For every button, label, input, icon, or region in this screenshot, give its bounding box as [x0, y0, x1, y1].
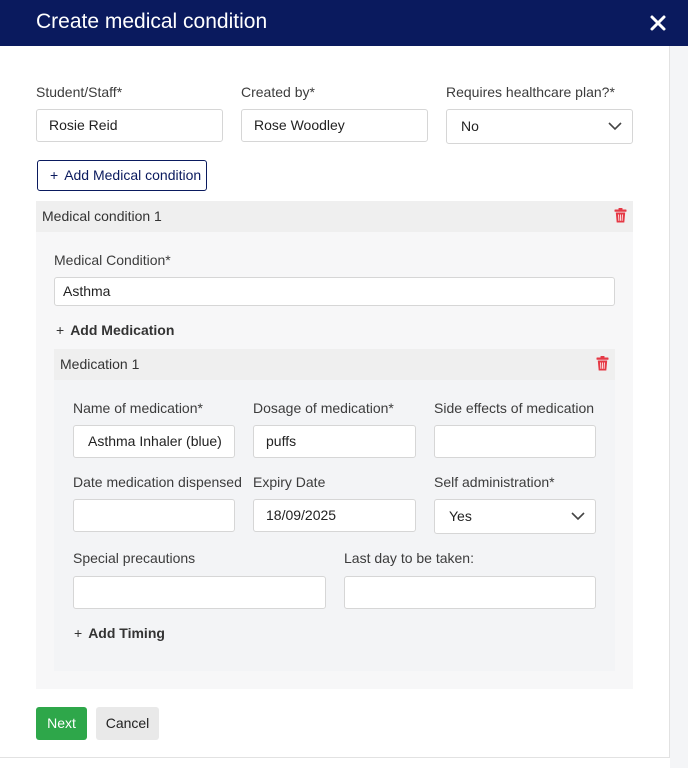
add-timing-label: Add Timing: [88, 625, 165, 641]
medication-name-label: Name of medication*: [73, 400, 203, 416]
cancel-button[interactable]: Cancel: [96, 707, 159, 740]
modal-header: [0, 0, 688, 46]
chevron-down-icon: [608, 121, 622, 131]
modal-title: Create medical condition: [36, 10, 268, 33]
self-administration-select[interactable]: [434, 499, 596, 534]
add-medical-condition-button[interactable]: [37, 160, 207, 191]
trash-icon: [614, 208, 627, 223]
next-button[interactable]: Next: [36, 707, 87, 740]
healthcare-plan-select[interactable]: [446, 109, 633, 144]
add-medication-button[interactable]: [56, 322, 174, 338]
medication-name-input[interactable]: Asthma Inhaler (blue): [73, 425, 235, 458]
medical-condition-label: Medical Condition*: [54, 252, 171, 268]
medical-condition-header: [36, 201, 633, 232]
plus-icon: +: [50, 167, 59, 183]
last-day-label: Last day to be taken:: [344, 550, 474, 566]
medical-condition-input[interactable]: Asthma: [54, 277, 615, 306]
close-icon: [647, 12, 669, 34]
plus-icon: +: [56, 322, 65, 338]
self-administration-label: Self administration*: [434, 474, 555, 490]
page-background-edge: [670, 46, 688, 768]
date-dispensed-label: Date medication dispensed: [73, 474, 242, 490]
delete-condition-button[interactable]: [614, 208, 627, 228]
created-by-input[interactable]: Rose Woodley: [241, 109, 428, 142]
expiry-date-input[interactable]: 18/09/2025: [253, 499, 416, 532]
healthcare-plan-value: No: [461, 118, 479, 134]
add-timing-button[interactable]: [74, 625, 165, 641]
medical-condition-title: Medical condition 1: [42, 208, 162, 224]
trash-icon: [596, 356, 609, 371]
add-medical-condition-label: Add Medical condition: [64, 167, 202, 183]
expiry-date-label: Expiry Date: [253, 474, 326, 490]
dosage-input[interactable]: puffs: [253, 425, 416, 458]
dosage-label: Dosage of medication*: [253, 400, 394, 416]
plus-icon: +: [74, 625, 83, 641]
last-day-input[interactable]: [344, 576, 596, 609]
delete-medication-button[interactable]: [596, 356, 609, 376]
date-dispensed-input[interactable]: [73, 499, 235, 532]
close-button[interactable]: [647, 12, 669, 34]
side-effects-input[interactable]: [434, 425, 596, 458]
special-precautions-label: Special precautions: [73, 550, 196, 566]
created-by-label: Created by*: [241, 84, 315, 100]
student-staff-input[interactable]: Rosie Reid: [36, 109, 223, 142]
self-administration-value: Yes: [449, 508, 472, 524]
side-effects-label: Side effects of medication: [434, 400, 595, 416]
medication-header: [54, 349, 615, 380]
medication-title: Medication 1: [60, 356, 140, 372]
special-precautions-input[interactable]: [73, 576, 326, 609]
chevron-down-icon: [571, 511, 585, 521]
healthcare-plan-label: Requires healthcare plan?*: [446, 84, 615, 100]
student-staff-label: Student/Staff*: [36, 84, 123, 100]
add-medication-label: Add Medication: [70, 322, 175, 338]
